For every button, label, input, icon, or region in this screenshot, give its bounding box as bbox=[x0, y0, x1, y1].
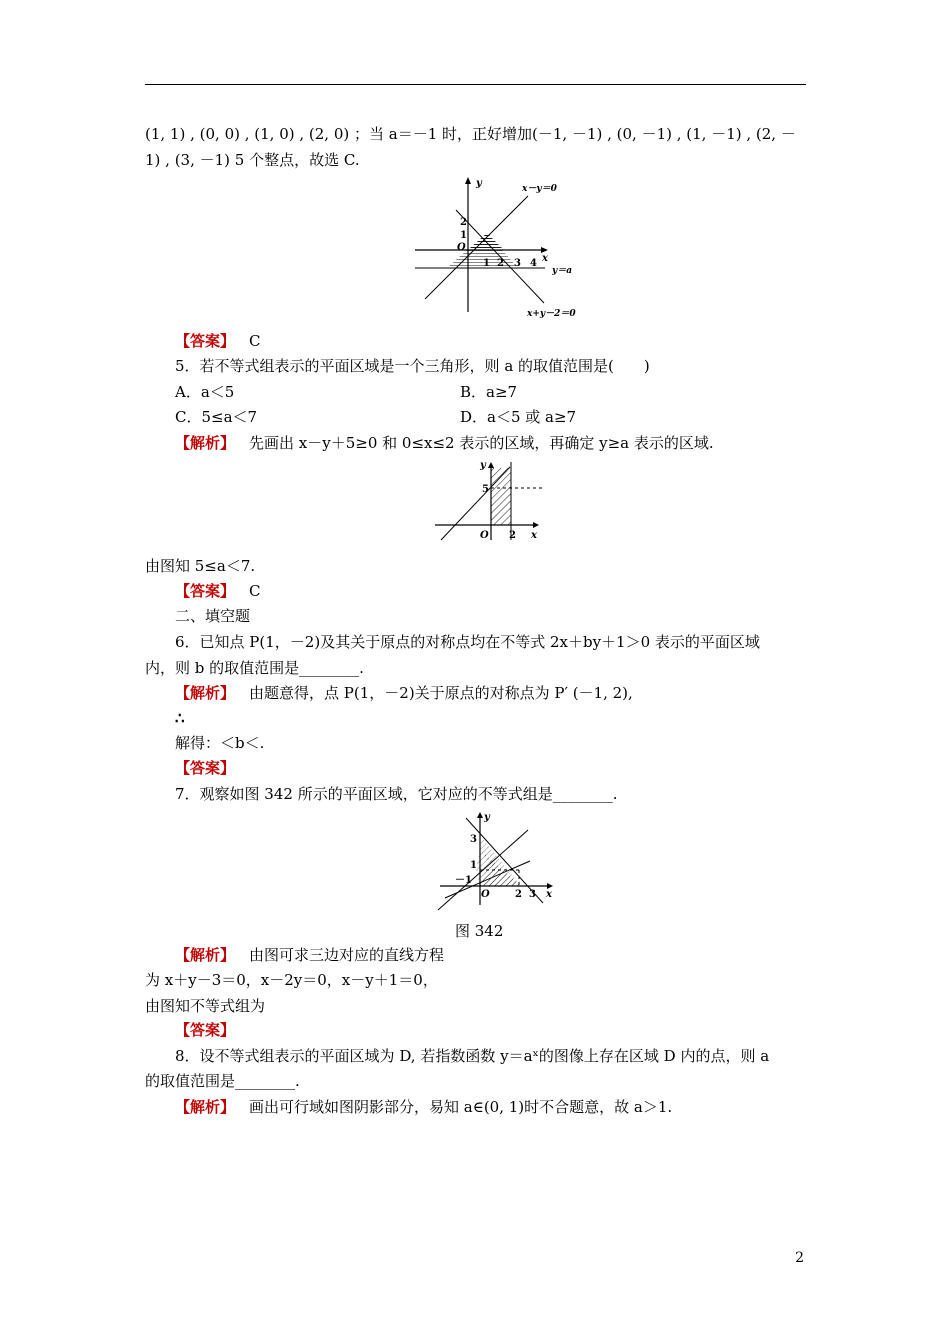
fig1-tick-x2: 2 bbox=[497, 258, 504, 269]
figure-2-graph bbox=[435, 458, 545, 543]
fig1-label-xy0: x－y＝0 bbox=[522, 184, 557, 194]
fig2-origin: O bbox=[480, 530, 489, 541]
option-b: B．a≥7 bbox=[460, 383, 518, 401]
fig3-y: y bbox=[484, 812, 490, 823]
q7-solution bbox=[175, 945, 840, 965]
fig1-origin: O bbox=[457, 242, 466, 253]
therefore-symbol: ∴ bbox=[175, 709, 185, 727]
solution-tag: 【解析】 bbox=[175, 434, 236, 452]
solution-text: 先画出 x－y＋5≥0 和 0≤x≤2 表示的区域，再确定 y≥a 表示的区域. bbox=[249, 434, 714, 452]
q5-options-row1 bbox=[175, 382, 840, 402]
figure-3-graph bbox=[435, 808, 560, 913]
answer-tag: 【答案】 bbox=[175, 582, 236, 600]
option-a: A．a＜5 bbox=[175, 383, 235, 401]
solution-tag: 【解析】 bbox=[175, 1098, 236, 1116]
figure-caption: 图 342 bbox=[455, 922, 504, 940]
fig1-tick-x1: 1 bbox=[483, 258, 490, 269]
fig1-tick-y1: 1 bbox=[460, 230, 467, 241]
answer-line-q6 bbox=[175, 758, 840, 778]
section-heading: 二、填空题 bbox=[175, 607, 251, 625]
fig1-tick-x3: 3 bbox=[514, 258, 521, 269]
q7-conclusion: 由图知不等式组为 bbox=[145, 997, 266, 1015]
answer-value: C bbox=[249, 332, 261, 350]
q5-solution bbox=[175, 433, 840, 453]
page-number: 2 bbox=[795, 1250, 804, 1266]
q5-conclusion: 由图知 5≤a＜7. bbox=[145, 557, 256, 575]
answer-line-q4 bbox=[175, 331, 840, 351]
solution-text: 画出可行域如图阴影部分，易知 a∈(0, 1)时不合题意，故 a＞1. bbox=[249, 1098, 673, 1116]
fig1-label-xy2: x+y－2＝0 bbox=[527, 309, 576, 319]
q6-solution bbox=[175, 683, 840, 703]
text-line: 1) , (3, －1) 5 个整点，故选 C. bbox=[145, 151, 360, 169]
q7-equations: 为 x＋y－3＝0，x－2y＝0，x－y＋1＝0， bbox=[145, 971, 438, 989]
q8-solution bbox=[175, 1097, 840, 1117]
answer-value: C bbox=[249, 582, 261, 600]
solution-text: 由题意得，点 P(1，－2)关于原点的对称点为 P′ (－1, 2), bbox=[249, 684, 633, 702]
q6-stem-1: 6．已知点 P(1，－2)及其关于原点的对称点均在不等式 2x＋by＋1＞0 表示的平面区域 bbox=[175, 633, 760, 651]
header-rule bbox=[145, 84, 806, 85]
solution-text: 由图可求三边对应的直线方程 bbox=[249, 946, 445, 964]
answer-line-q7 bbox=[175, 1020, 840, 1040]
fig3-tick-y1: 1 bbox=[470, 860, 477, 871]
answer-tag: 【答案】 bbox=[175, 332, 236, 350]
option-c: C．5≤a＜7 bbox=[175, 408, 258, 426]
q8-stem-2: 的取值范围是________. bbox=[145, 1072, 300, 1090]
fig1-tick-x4: 4 bbox=[530, 258, 537, 269]
fig1-y: y bbox=[476, 178, 482, 189]
answer-tag: 【答案】 bbox=[175, 1021, 236, 1039]
q8-stem-1: 8．设不等式组表示的平面区域为 D, 若指数函数 y＝aˣ的图像上存在区域 D 内的点，则 a bbox=[175, 1047, 770, 1065]
fig3-tick-x2: 2 bbox=[515, 889, 522, 900]
text-line: (1, 1) , (0, 0) , (1, 0) , (2, 0) ；当 a＝－1 时，正好增加(－1, －1) , (0, －1) , (1, －1) , (2, － bbox=[145, 125, 796, 143]
fig3-tick-y3: 3 bbox=[470, 834, 477, 845]
answer-line-q5 bbox=[175, 581, 840, 601]
q5-options-row2 bbox=[175, 407, 840, 427]
fig1-label-ya: y＝a bbox=[552, 266, 573, 276]
fig2-tick2: 2 bbox=[509, 530, 516, 541]
fig1-tick-y2: 2 bbox=[460, 217, 467, 228]
fig3-origin: O bbox=[481, 889, 490, 900]
fig2-y: y bbox=[480, 460, 486, 471]
fig3-x: x bbox=[546, 889, 552, 900]
option-d: D．a＜5 或 a≥7 bbox=[460, 408, 577, 426]
q5-stem: 5．若不等式组表示的平面区域是一个三角形，则 a 的取值范围是( ) bbox=[175, 357, 650, 375]
q6-stem-2: 内，则 b 的取值范围是________. bbox=[145, 659, 364, 677]
fig2-tick5: 5 bbox=[482, 484, 489, 495]
fig3-tick-xm1: －1 bbox=[455, 875, 472, 886]
solution-tag: 【解析】 bbox=[175, 684, 236, 702]
figure-1-graph bbox=[410, 175, 585, 320]
solution-tag: 【解析】 bbox=[175, 946, 236, 964]
fig3-tick-x3: 3 bbox=[529, 889, 536, 900]
fig2-x: x bbox=[531, 530, 537, 541]
q7-stem: 7．观察如图 342 所示的平面区域，它对应的不等式组是________. bbox=[175, 785, 618, 803]
q6-solve: 解得：＜b＜. bbox=[175, 734, 265, 752]
fig1-x: x bbox=[542, 253, 548, 264]
answer-tag: 【答案】 bbox=[175, 759, 236, 777]
